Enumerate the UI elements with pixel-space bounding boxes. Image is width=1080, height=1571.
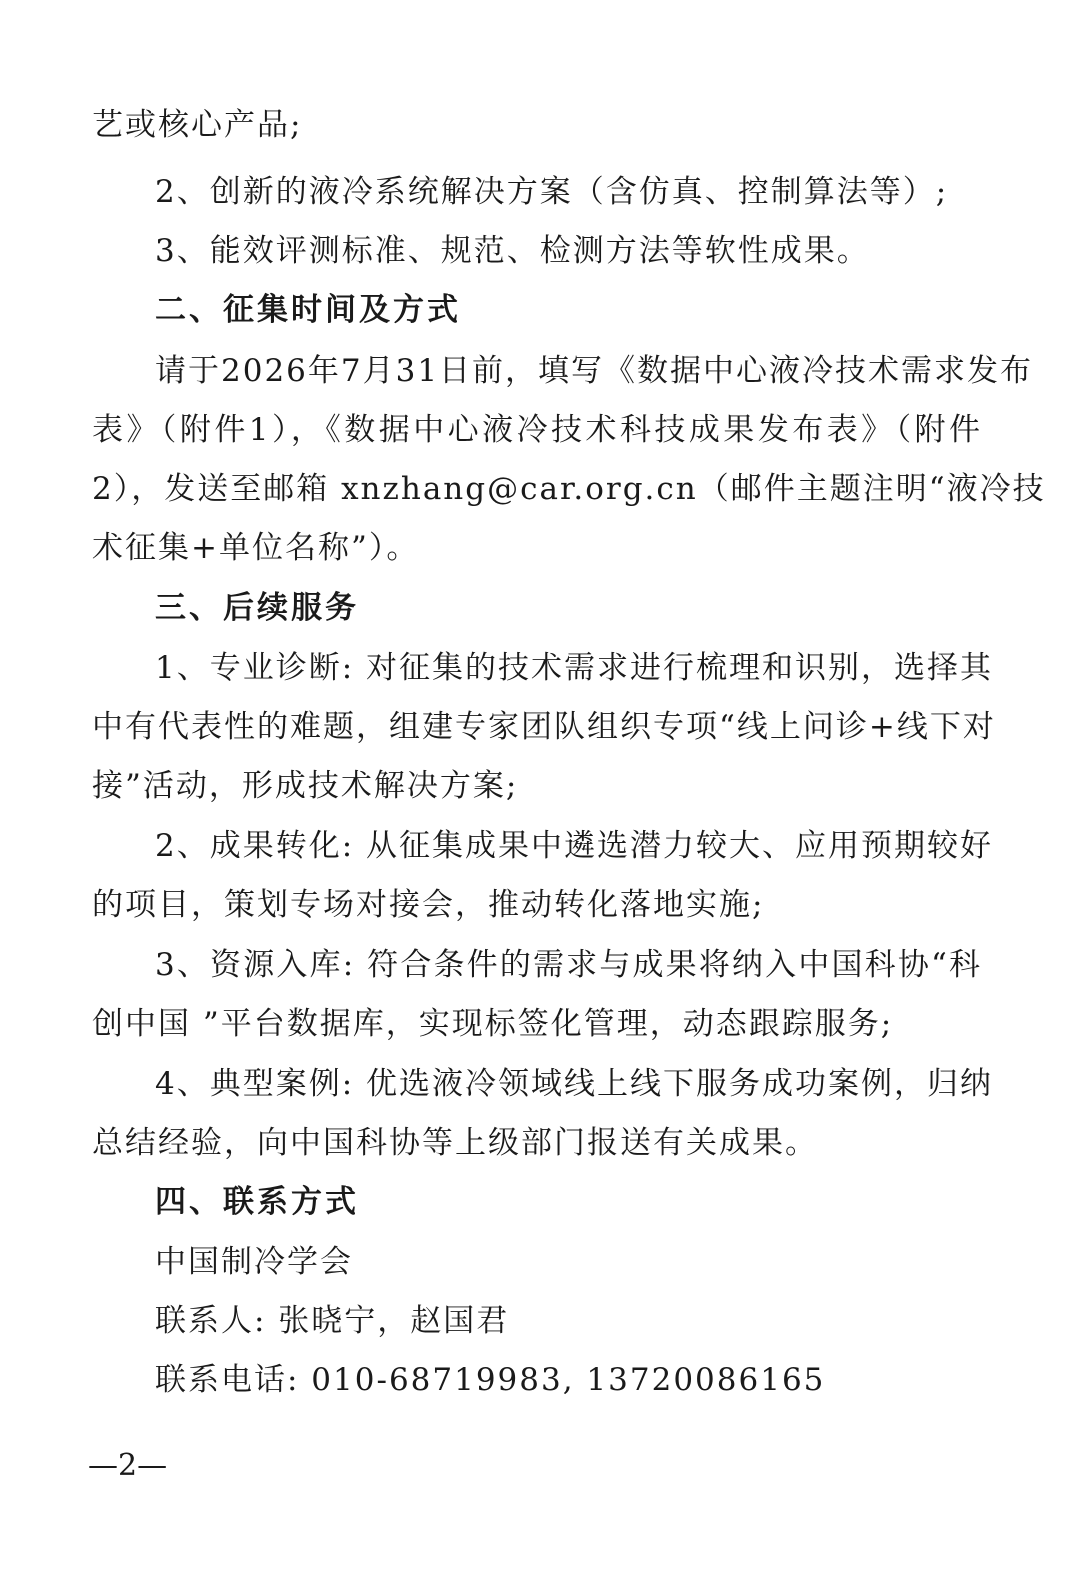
paragraph-line: 总结经验，向中国科协等上级部门报送有关成果。 xyxy=(92,1125,818,1161)
paragraph-continuation: 艺或核心产品; xyxy=(92,107,303,143)
paragraph-line: 3、资源入库: 符合条件的需求与成果将纳入中国科协“科 xyxy=(155,947,982,983)
paragraph-line: 中有代表性的难题，组建专家团队组织专项“线上问诊+线下对 xyxy=(92,709,996,745)
paragraph-line: 的项目，策划专场对接会，推动转化落地实施; xyxy=(92,887,765,923)
paragraph-line: 术征集+单位名称”）。 xyxy=(92,530,420,566)
paragraph-line: 2），发送至邮箱 xnzhang@car.org.cn（邮件主题注明“液冷技 xyxy=(92,471,1046,507)
paragraph-line: 创中国 ”平台数据库，实现标签化管理，动态跟踪服务; xyxy=(92,1006,894,1042)
list-item-3: 3、能效评测标准、规范、检测方法等软性成果。 xyxy=(155,233,870,269)
paragraph-line: 接”活动，形成技术解决方案; xyxy=(92,768,519,804)
list-item-2: 2、创新的液冷系统解决方案（含仿真、控制算法等）; xyxy=(155,174,949,210)
section-heading-2: 二、征集时间及方式 xyxy=(155,292,461,328)
contact-organization: 中国制冷学会 xyxy=(155,1244,353,1280)
section-heading-3: 三、后续服务 xyxy=(155,590,359,626)
paragraph-line: 4、典型案例: 优选液冷领域线上线下服务成功案例，归纳 xyxy=(155,1066,994,1102)
paragraph-line: 表》（附件1），《数据中心液冷技术科技成果发布表》（附件 xyxy=(92,412,982,448)
page-number: —2— xyxy=(88,1448,168,1483)
paragraph-line: 2、成果转化: 从征集成果中遴选潜力较大、应用预期较好 xyxy=(155,828,994,864)
paragraph-line: 1、专业诊断: 对征集的技术需求进行梳理和识别，选择其 xyxy=(155,650,994,686)
contact-phone: 联系电话: 010-68719983, 13720086165 xyxy=(155,1362,826,1398)
contact-persons: 联系人: 张晓宁，赵国君 xyxy=(155,1303,510,1339)
section-heading-4: 四、联系方式 xyxy=(155,1184,359,1220)
paragraph-line: 请于2026年7月31日前，填写《数据中心液冷技术需求发布 xyxy=(155,353,1034,389)
